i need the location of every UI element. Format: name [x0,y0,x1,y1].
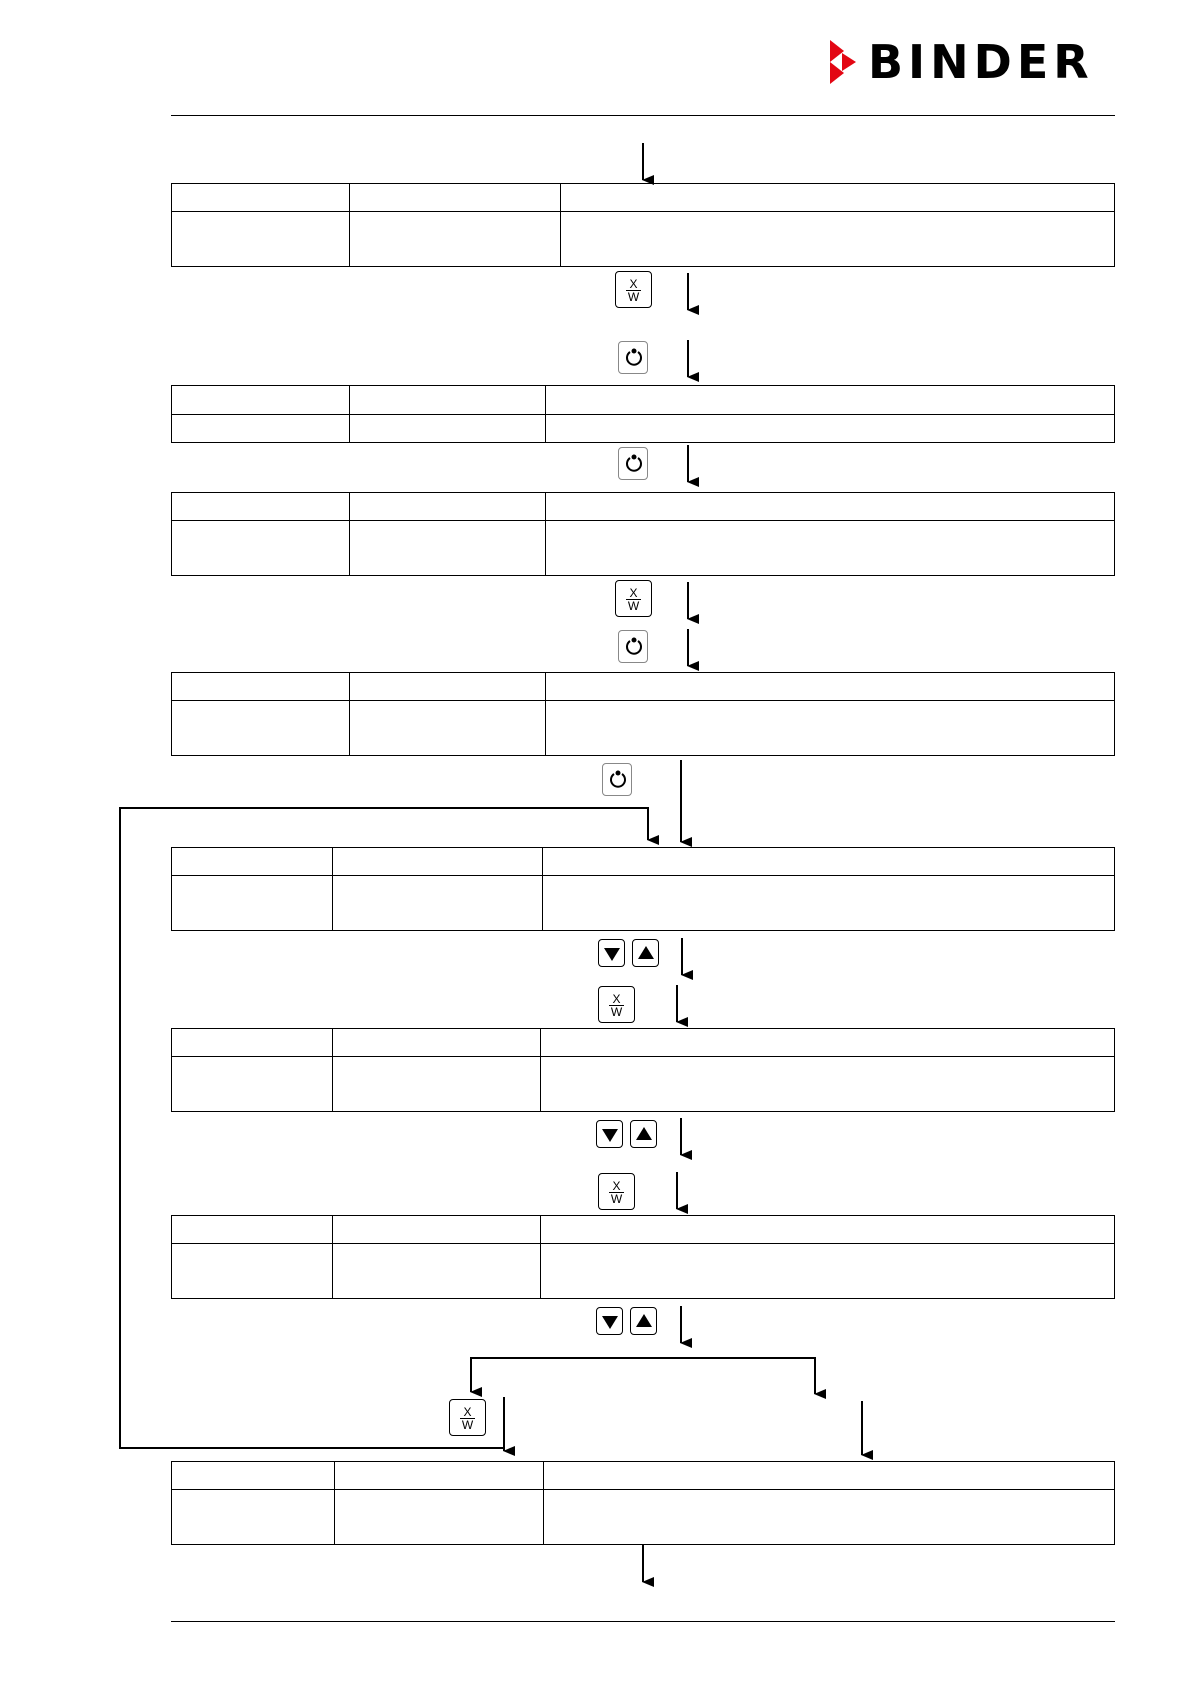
xw-key-w-label: W [627,599,640,613]
xw-key-w-label: W [610,1005,623,1019]
xw-key-icon [449,1399,486,1436]
arrow-down-key-icon [596,1307,623,1335]
arrow-down-key-icon [596,1120,623,1148]
program-key-icon [618,447,648,480]
arrow-up-key-icon [632,939,659,967]
xw-key-x-label: X [463,1405,472,1419]
xw-key-icon [615,580,652,617]
xw-key-x-label: X [612,992,621,1006]
xw-key-x-label: X [612,1179,621,1193]
xw-key-x-label: X [629,277,638,291]
brand-name: BINDER [868,35,1094,89]
loop-back-line [120,808,648,1448]
xw-key-x-label: X [629,586,638,600]
program-key-icon [618,341,648,374]
branch-bracket-left [471,1358,815,1390]
arrow-up-key-icon [630,1120,657,1148]
arrow-down-key-icon [598,939,625,967]
xw-key-w-label: W [610,1192,623,1206]
xw-key-icon [598,986,635,1023]
arrow-up-key-icon [630,1307,657,1335]
program-key-icon [602,763,632,796]
xw-key-w-label: W [461,1418,474,1432]
xw-key-icon [598,1173,635,1210]
xw-key-w-label: W [627,290,640,304]
xw-key-icon [615,271,652,308]
program-key-icon [618,630,648,663]
